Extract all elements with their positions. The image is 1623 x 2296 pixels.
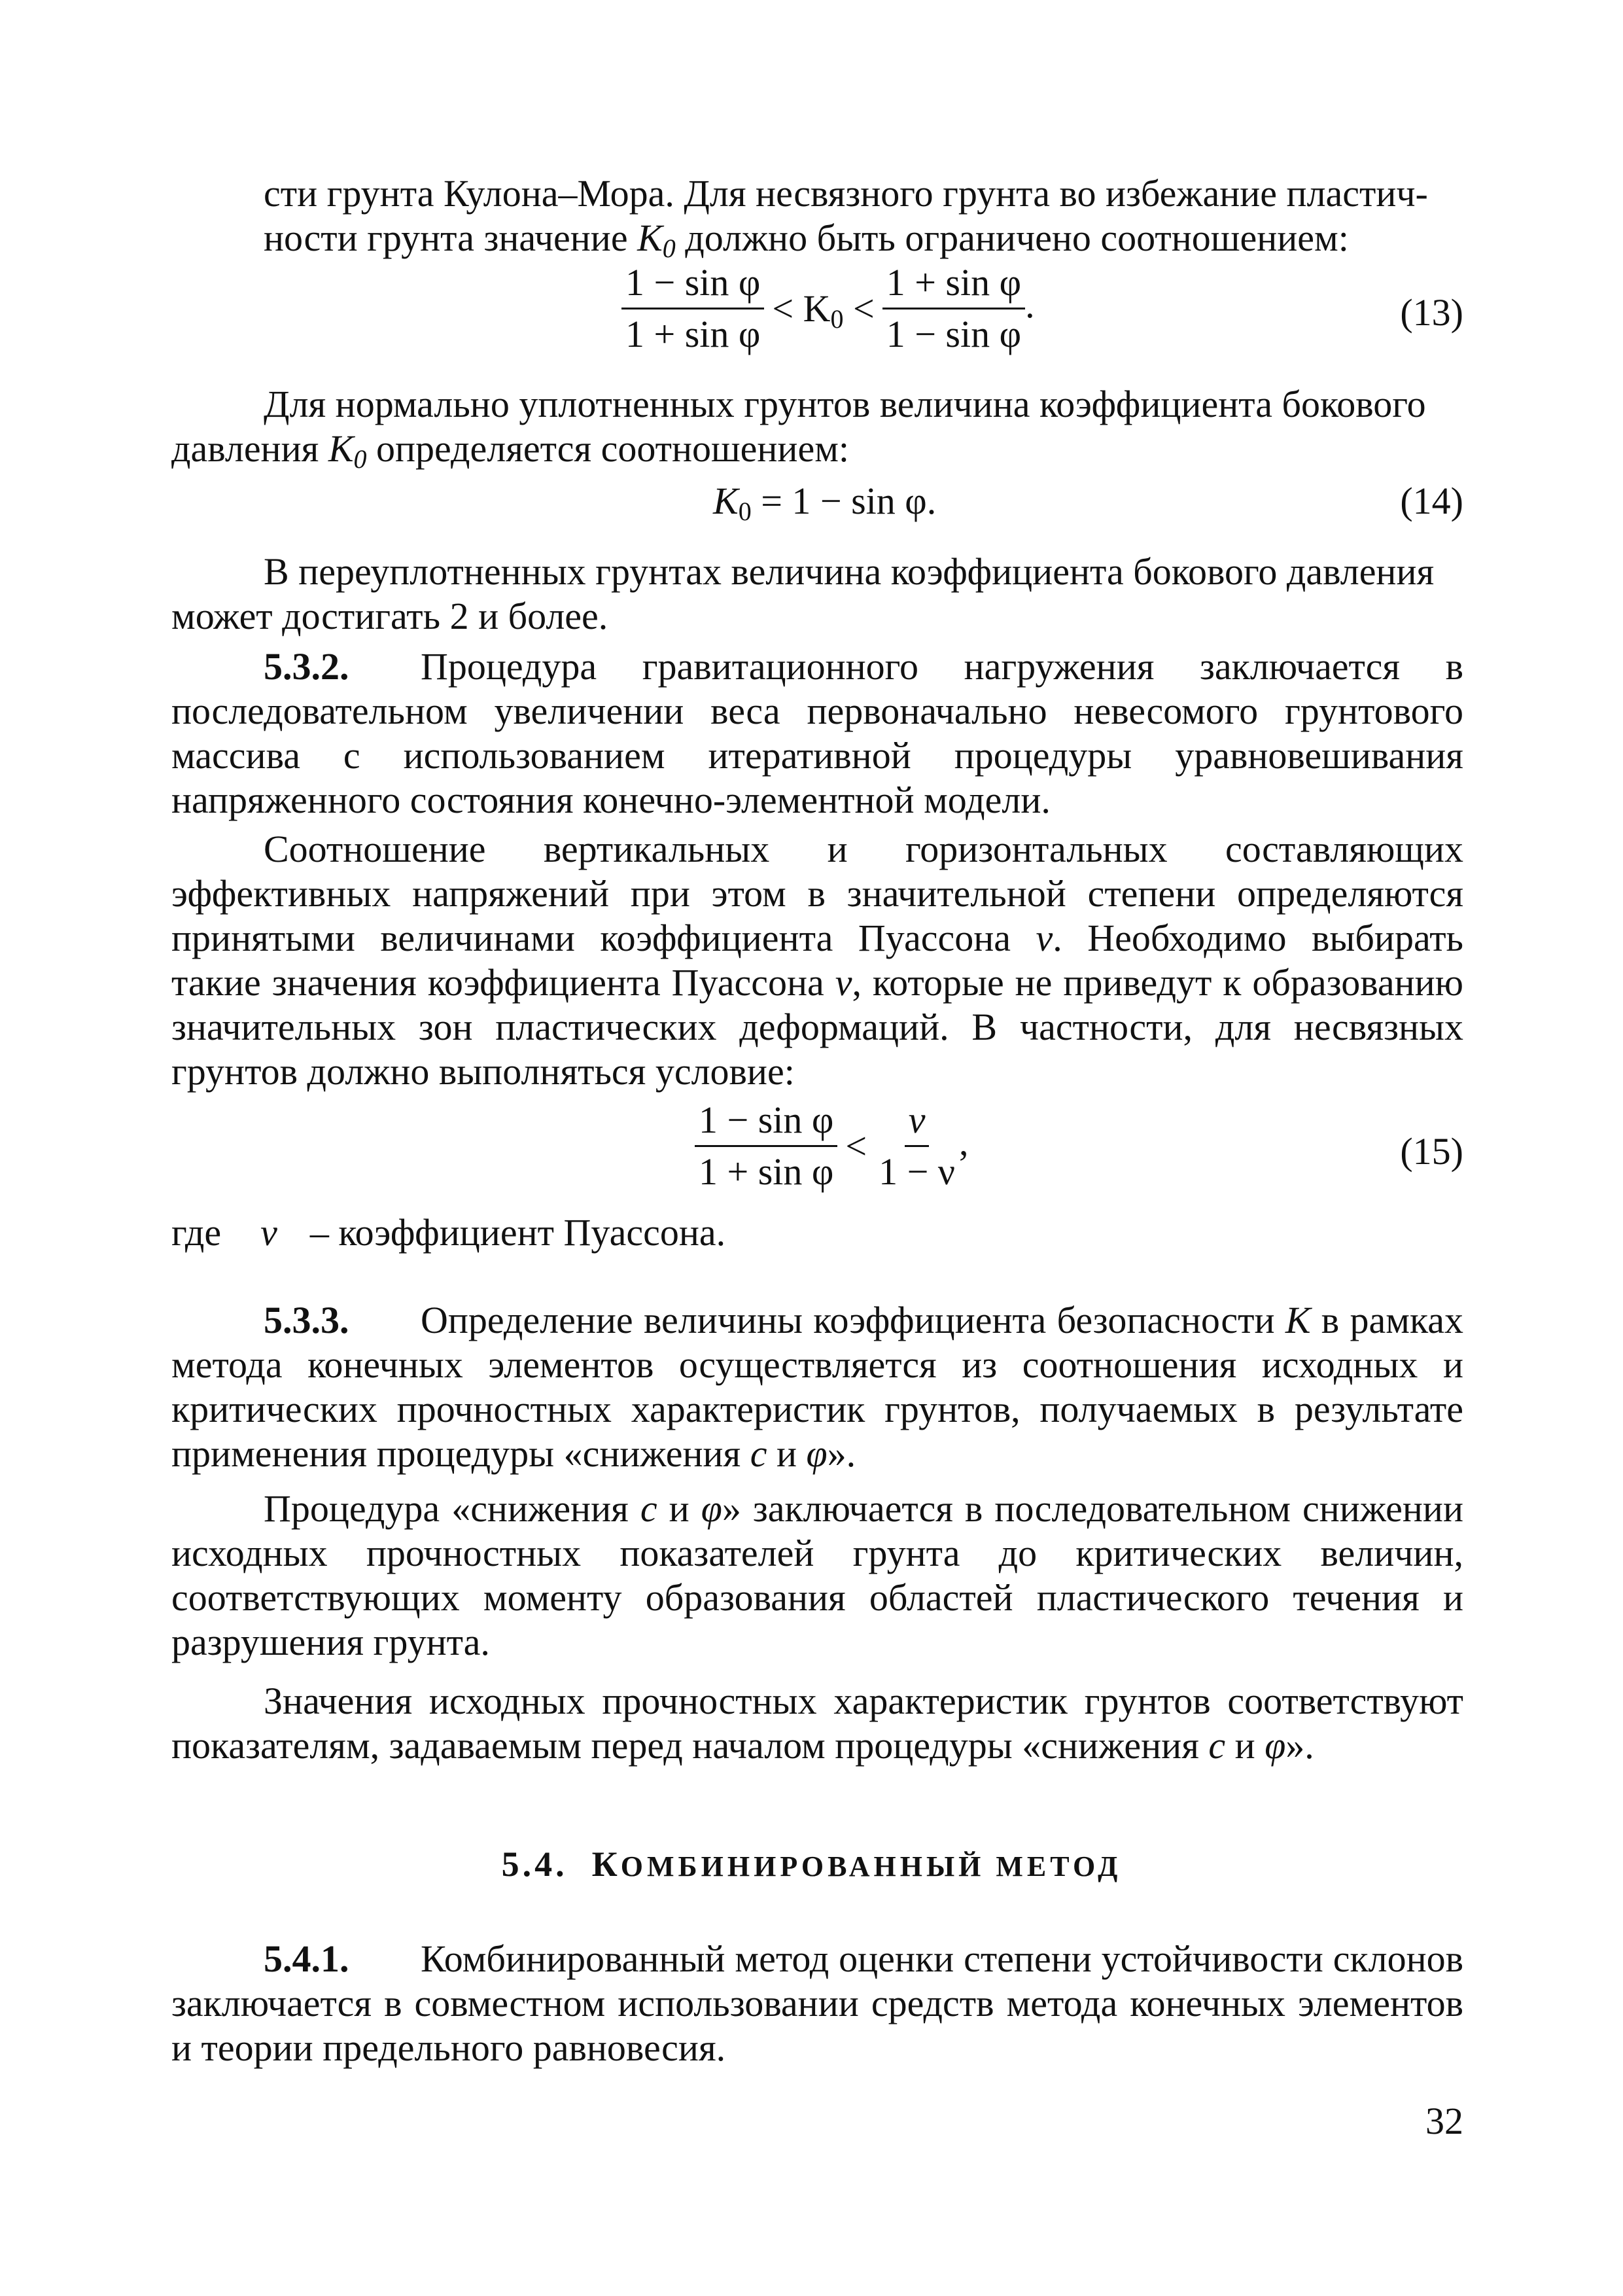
section-number: 5.3.3. — [264, 1299, 349, 1341]
section-5-3-2 — [171, 645, 1463, 822]
paragraph: Значения исходных прочностных характеристик грунтов соответствуют показателям, задаваемым перед началом процедуры «снижения c и φ». — [171, 1680, 1463, 1767]
paragraph: Соотношение вертикальных и горизонтальных составляющих эффективных напряжений при этом в значительной степени определяются принятыми величинами коэффициента Пуассона ν. Необходимо выбирать такие значения коэффициента Пуассона ν, которые не приведут к образованию значительных зон пластических деформаций. В частности, для несвязных грунтов должно выполняться условие: — [171, 828, 1463, 1093]
section-text: Комбинированный метод оценки степени устойчивости склонов заключается в совместном использовании средств метода конечных элементов и теории предельного равновесия. — [171, 1937, 1463, 2069]
text: сти грунта Кулона–Мора. Для несвязного грунта во избежание пластич- — [264, 172, 1428, 215]
section-text: Процедура гравитационного нагружения заключается в последовательном увеличении веса первоначально невесомого грунтового массива с использованием итеративной процедуры уравновешивания напряженного состояния конечно-элементной модели. — [171, 645, 1463, 821]
fraction: $\frac{\text{1 − sin φ}}{\text{1 + sin φ}}$ — [621, 262, 764, 355]
formula-13: $\frac{\text{1 − sin φ}}{\text{1 + sin φ}}$ < $K_0$ < $\frac{\text{1 + sin φ}}{\text{1 − sin φ}}$ . — [621, 262, 1035, 355]
equation-number: (13) — [1400, 291, 1463, 334]
section-5-3-3: 5.3.3. Определение величины коэффициента безопасности K в рамках метода конечных элементов осуществляется из соотношения исходных и критических прочностных характеристик грунтов, получаемых в результате применения процедуры «снижения c и φ». — [171, 1299, 1463, 1475]
nu-symbol: ν — [260, 1211, 277, 1254]
page-number: 32 — [1425, 2100, 1463, 2142]
text: должно быть ограничено соотношением: — [685, 217, 1349, 259]
where-clause: где ν – коэффициент Пуассона. — [171, 1211, 726, 1254]
formula-14: $K_0 = 1 - \sin \varphi$. — [713, 480, 937, 526]
text: В переуплотненных грунтах величина коэффициента бокового давления — [264, 550, 1435, 593]
section-number: 5.3.2. — [264, 645, 349, 688]
text: может достигать 2 и более. — [171, 595, 608, 637]
k0-symbol: $K_0$ — [328, 427, 367, 474]
text: давления — [171, 427, 328, 470]
nu-symbol: ν — [1036, 917, 1053, 959]
fraction: $\frac{\text{1 + sin φ}}{\text{1 − sin φ}}$ — [882, 262, 1025, 355]
paragraph-line — [171, 594, 1463, 639]
fraction: $\frac{\text{1 − sin φ}}{\text{1 + sin φ}}$ — [695, 1099, 837, 1193]
text: Для нормально уплотненных грунтов величина коэффициента бокового — [264, 383, 1426, 425]
paragraph-line — [171, 382, 1463, 427]
k0-symbol: $K_0$ — [637, 217, 676, 263]
text: ности грунта значение — [264, 217, 638, 259]
paragraph-line — [171, 216, 1463, 263]
paragraph: Процедура «снижения c и φ» заключается в последовательном снижении исходных прочностных показателей грунта до критических величин, соответствующих моменту образования областей пластического течения и разрушения грунта. — [171, 1487, 1463, 1663]
fraction: $\frac{\nu}{1 - \nu}$ — [879, 1099, 956, 1193]
section-number: 5.4.1. — [264, 1937, 349, 1980]
paragraph-line — [171, 550, 1463, 594]
formula-15: $\frac{\text{1 − sin φ}}{\text{1 + sin φ}}$ < $\frac{\nu}{1 - \nu}$ , — [695, 1099, 969, 1193]
paragraph-line — [171, 427, 1463, 474]
paragraph-line — [171, 171, 1463, 216]
text: определяется соотношением: — [366, 427, 850, 470]
equation-number: (14) — [1400, 480, 1463, 522]
equation-number: (15) — [1400, 1130, 1463, 1173]
section-5-4-1 — [171, 1937, 1463, 2070]
nu-symbol: ν — [835, 961, 852, 1004]
section-heading: 5.4. КОМБИНИРОВАННЫЙ МЕТОД — [501, 1845, 1122, 1884]
